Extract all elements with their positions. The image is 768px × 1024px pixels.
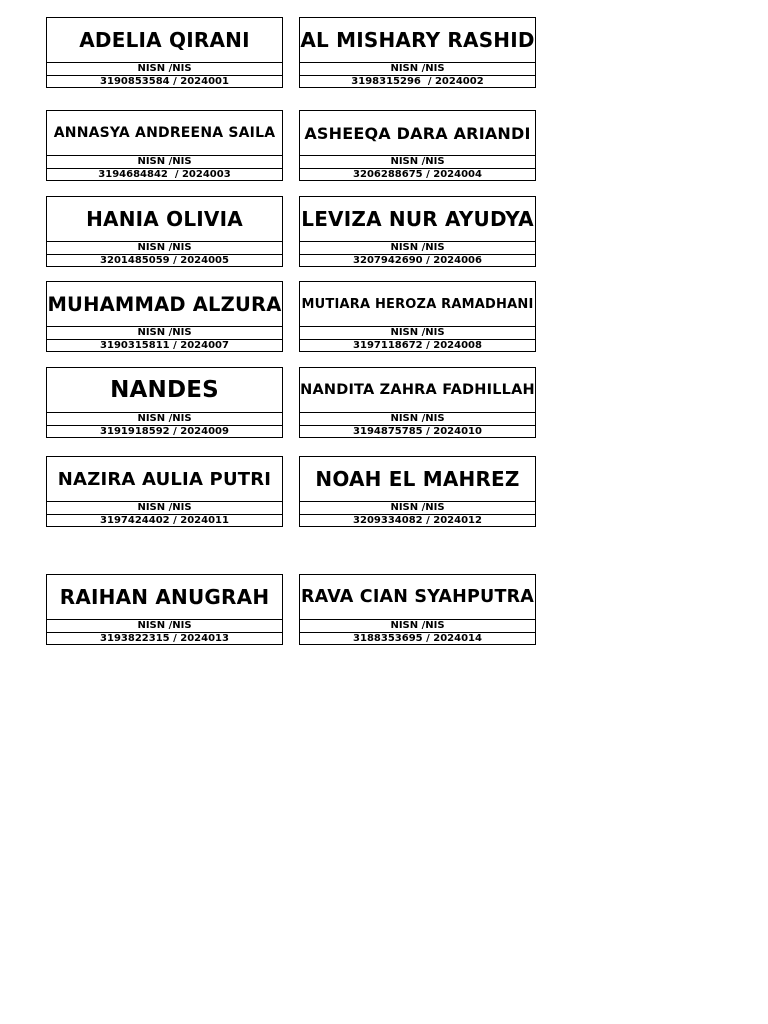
student-card [46,281,283,352]
student-id: 3207942690 / 2024006 [353,254,482,266]
nisn-label: NISN /NIS [47,63,282,76]
nisn-label: NISN /NIS [300,620,535,633]
student-card [299,17,536,88]
student-name: MUHAMMAD ALZURA [47,282,282,327]
student-card [299,110,536,181]
nisn-label: NISN /NIS [300,242,535,255]
student-card [299,281,536,352]
nisn-label: NISN /NIS [47,413,282,426]
student-name: ANNASYA ANDREENA SAILA [47,111,282,156]
student-id: 3197118672 / 2024008 [353,339,482,351]
student-id: 3209334082 / 2024012 [353,514,482,526]
student-card [299,574,536,645]
student-id: 3201485059 / 2024005 [100,254,229,266]
student-name: AL MISHARY RASHID [300,18,535,63]
nisn-label: NISN /NIS [300,327,535,340]
student-card [46,17,283,88]
student-id: 3190853584 / 2024001 [100,75,229,87]
student-name: RAVA CIAN SYAHPUTRA [300,575,535,620]
student-id: 3194684842 / 2024003 [98,168,231,180]
student-id: 3197424402 / 2024011 [100,514,229,526]
nisn-label: NISN /NIS [300,502,535,515]
student-card [299,367,536,438]
nisn-label: NISN /NIS [47,156,282,169]
student-name: HANIA OLIVIA [47,197,282,242]
nisn-label: NISN /NIS [300,413,535,426]
student-card [299,196,536,267]
nisn-label: NISN /NIS [47,620,282,633]
student-card [299,456,536,527]
student-name: ADELIA QIRANI [47,18,282,63]
student-id: 3191918592 / 2024009 [100,425,229,437]
nisn-label: NISN /NIS [47,242,282,255]
student-card [46,110,283,181]
student-name: NAZIRA AULIA PUTRI [47,457,282,502]
nisn-label: NISN /NIS [300,156,535,169]
student-id: 3198315296 / 2024002 [351,75,484,87]
student-name: MUTIARA HEROZA RAMADHANI [300,282,535,327]
student-name: ASHEEQA DARA ARIANDI [300,111,535,156]
student-card [46,367,283,438]
nisn-label: NISN /NIS [300,63,535,76]
student-id: 3206288675 / 2024004 [353,168,482,180]
student-card [46,574,283,645]
student-name: RAIHAN ANUGRAH [47,575,282,620]
student-name: NOAH EL MAHREZ [300,457,535,502]
student-name: NANDES [47,368,282,413]
student-id: 3194875785 / 2024010 [353,425,482,437]
student-id: 3193822315 / 2024013 [100,632,229,644]
nisn-label: NISN /NIS [47,502,282,515]
student-id: 3190315811 / 2024007 [100,339,229,351]
student-name: NANDITA ZAHRA FADHILLAH [300,368,535,413]
student-name: LEVIZA NUR AYUDYA [300,197,535,242]
nisn-label: NISN /NIS [47,327,282,340]
student-card [46,456,283,527]
student-card [46,196,283,267]
student-id: 3188353695 / 2024014 [353,632,482,644]
